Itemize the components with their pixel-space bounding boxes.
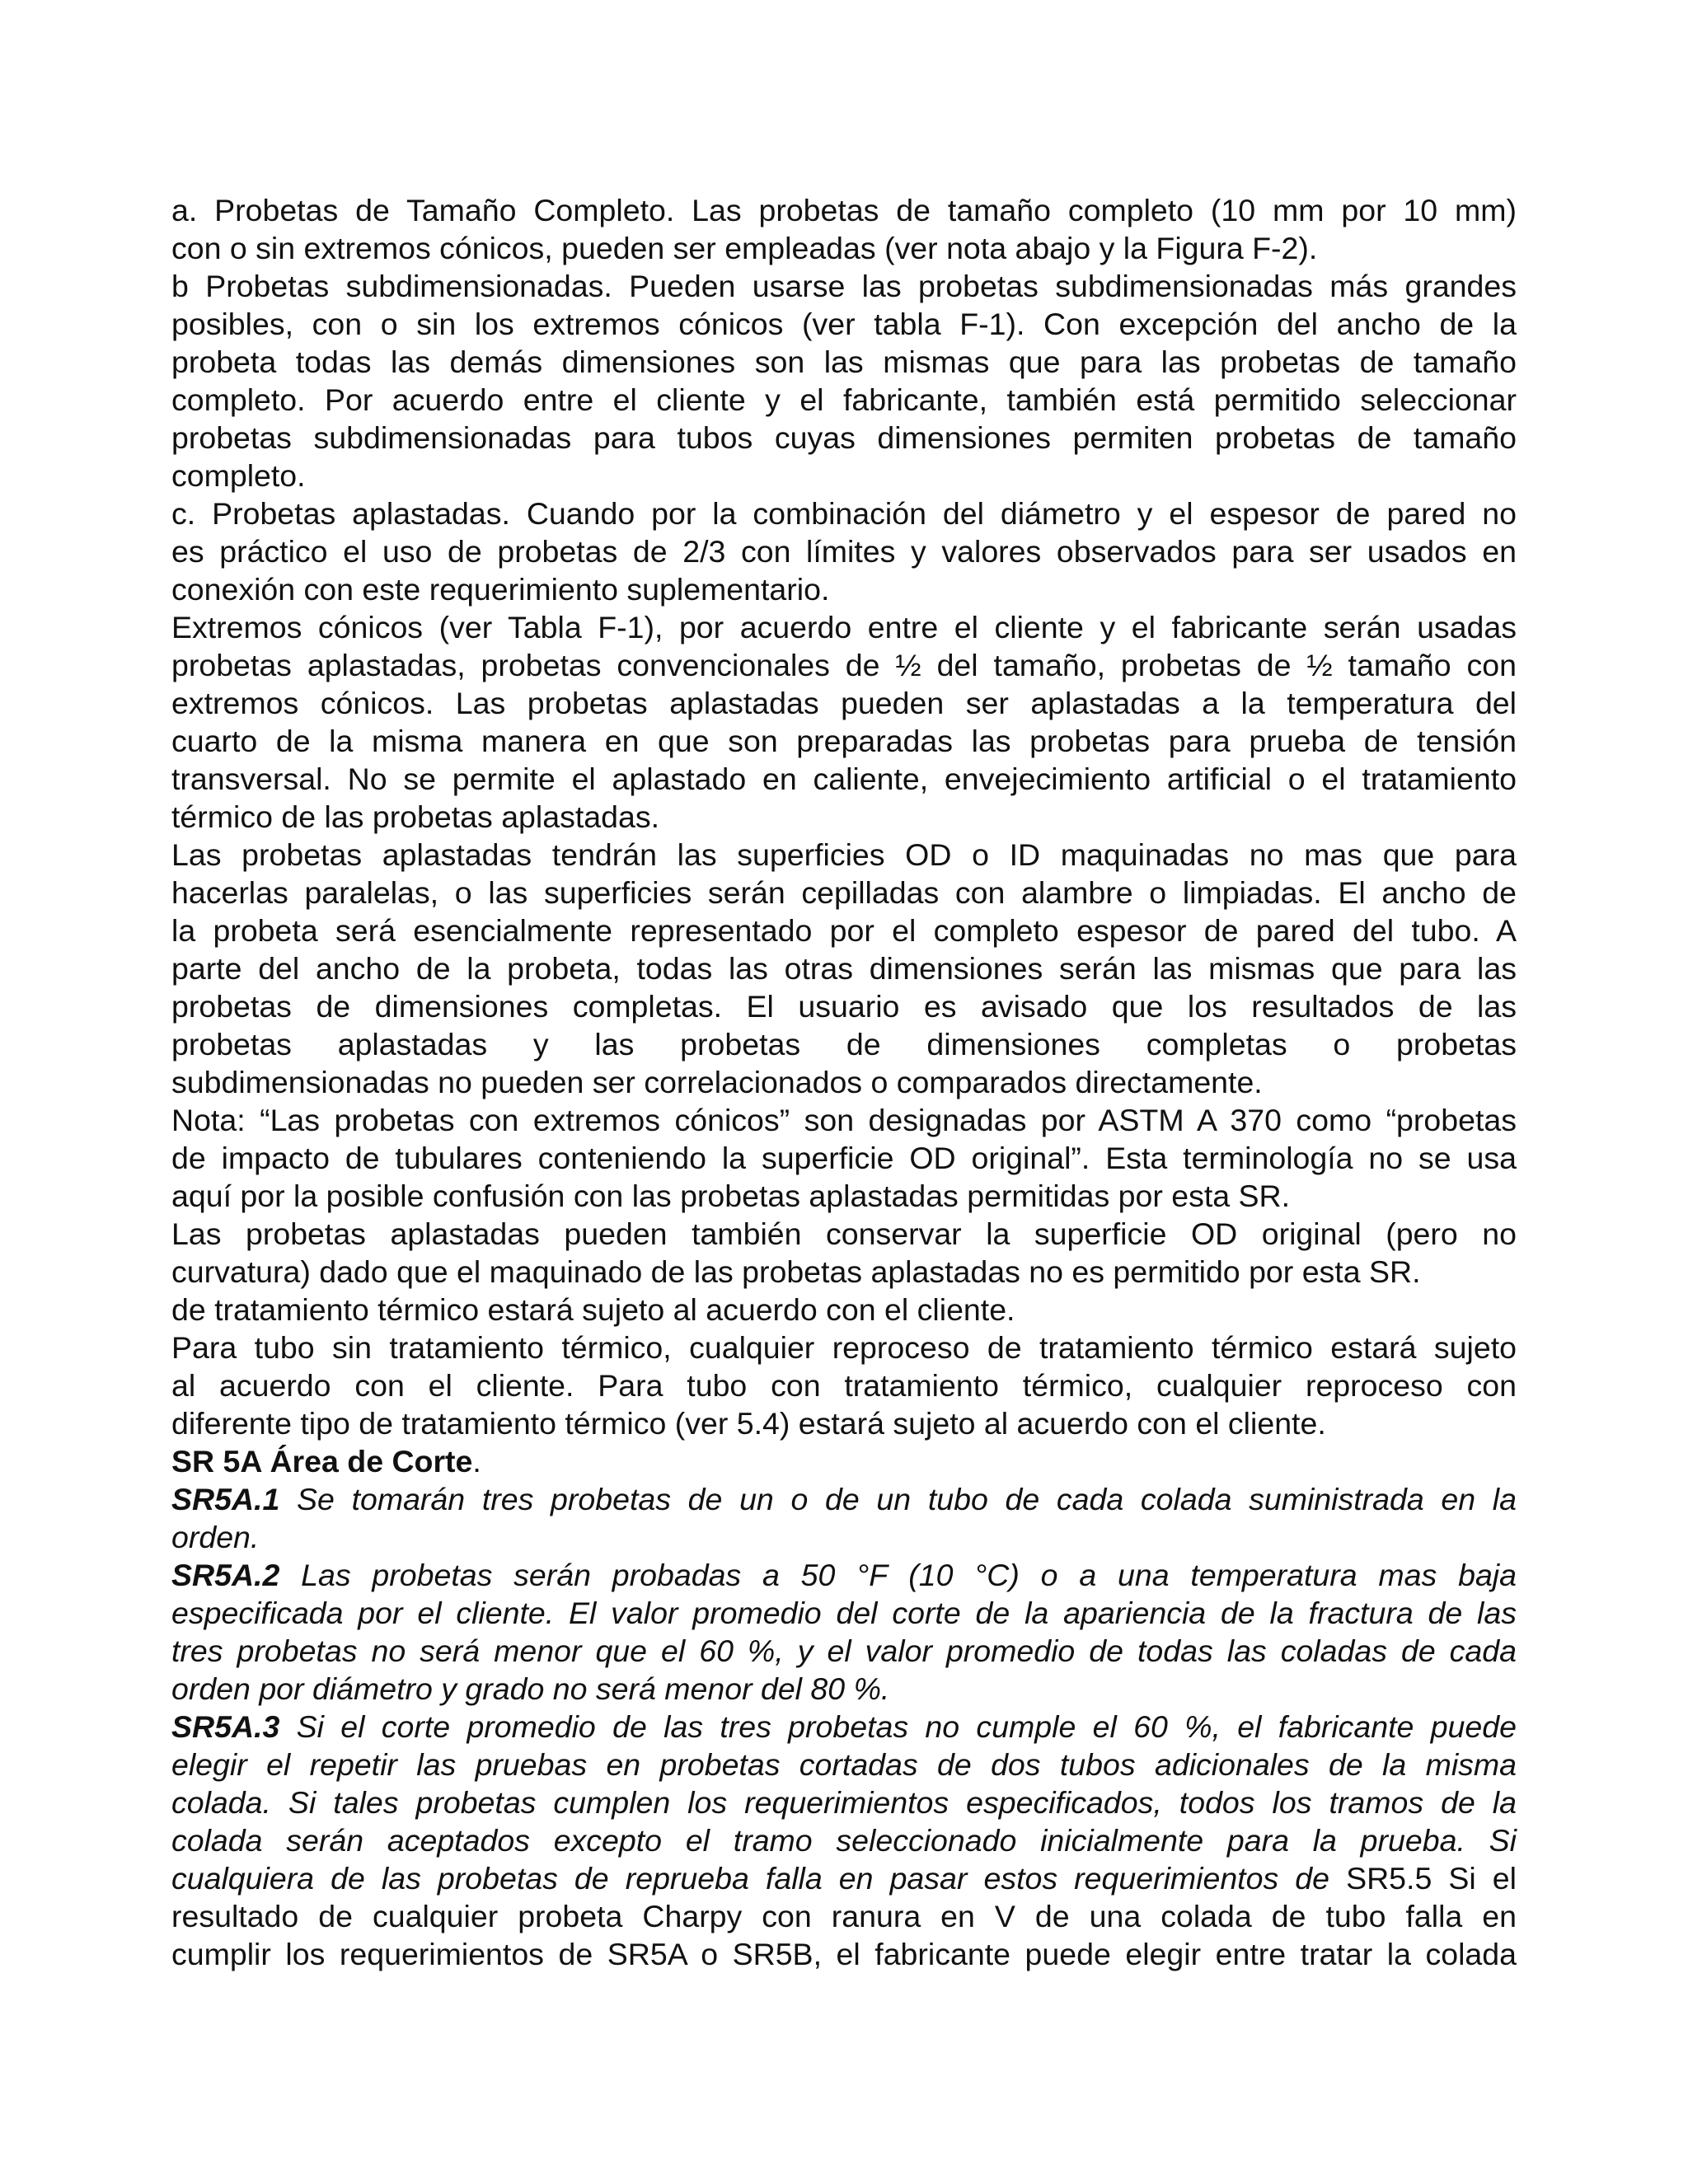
text-line: de tratamiento térmico estará sujeto al acuerdo con el cliente. [171, 1292, 1015, 1327]
text-line: completo. Por acuerdo entre el cliente y el fabricante, también está permitido seleccionar [171, 382, 1517, 417]
text-line: térmico de las probetas aplastadas. [171, 799, 659, 834]
sr5a2-line-3: tres probetas no será menor que el 60 %, y el valor promedio de todas las coladas de cada [171, 1633, 1517, 1668]
text-line: conexión con este requerimiento suplementario. [171, 572, 830, 607]
text-line: es práctico el uso de probetas de 2/3 con límites y valores observados para ser usados en [171, 534, 1517, 569]
sr5a1-line-2: orden. [171, 1520, 260, 1554]
text-line: transversal. No se permite el aplastado en caliente, envejecimiento artificial o el tratamiento [171, 762, 1517, 796]
section-heading [171, 1442, 1517, 1480]
sr5a2-line-1 [171, 1556, 1517, 1594]
heading-text: SR 5A Área de Corte [171, 1444, 473, 1479]
sr5a3-label: SR5A.3 [171, 1709, 280, 1744]
text-line: cuarto de la misma manera en que son preparadas las probetas para prueba de tensión [171, 724, 1517, 758]
text-line: curvatura) dado que el maquinado de las probetas aplastadas no es permitido por esta SR. [171, 1254, 1421, 1289]
tail-line-2: cumplir los requerimientos de SR5A o SR5B, el fabricante puede elegir entre tratar la colada [171, 1937, 1517, 1971]
sr5a1-text-1: Se tomarán tres probetas de un o de un tubo de cada colada suministrada en la [279, 1482, 1517, 1516]
text-line: hacerlas paralelas, o las superficies serán cepilladas con alambre o limpiadas. El ancho de [171, 875, 1517, 910]
text-line: de impacto de tubulares conteniendo la superficie OD original”. Esta terminología no se usa [171, 1141, 1517, 1175]
sr5a3-line-2: elegir el repetir las pruebas en probetas cortadas de dos tubos adicionales de la misma [171, 1747, 1517, 1782]
sr5a1-line-1 [171, 1480, 1517, 1518]
text-line: posibles, con o sin los extremos cónicos (ver tabla F-1). Con excepción del ancho de la [171, 307, 1517, 341]
text-line: con o sin extremos cónicos, pueden ser empleadas (ver nota abajo y la Figura F-2). [171, 231, 1318, 265]
sr5a3-line-4: colada serán aceptados excepto el tramo seleccionado inicialmente para la prueba. Si [171, 1823, 1517, 1858]
sr5a2-label: SR5A.2 [171, 1558, 280, 1592]
text-line: probetas de dimensiones completas. El usuario es avisado que los resultados de las [171, 989, 1517, 1024]
sr5a3-line-5 [171, 1859, 1517, 1897]
text-line: aquí por la posible confusión con las probetas aplastadas permitidas por esta SR. [171, 1179, 1291, 1213]
text-line: Las probetas aplastadas tendrán las superficies OD o ID maquinadas no mas que para [171, 837, 1517, 872]
text-line: subdimensionadas no pueden ser correlacionados o comparados directamente. [171, 1065, 1263, 1099]
text-line: extremos cónicos. Las probetas aplastadas pueden ser aplastadas a la temperatura del [171, 686, 1517, 720]
sr5a2-text-1: Las probetas serán probadas a 50 °F (10 °C) o a una temperatura mas baja [279, 1558, 1517, 1592]
sr5a3-line-3: colada. Si tales probetas cumplen los requerimientos especificados, todos los tramos de la [171, 1785, 1517, 1820]
text-line: a. Probetas de Tamaño Completo. Las probetas de tamaño completo (10 mm por 10 mm) [171, 193, 1517, 227]
text-line: probetas subdimensionadas para tubos cuyas dimensiones permiten probetas de tamaño [171, 420, 1517, 455]
sr5a3-line-1 [171, 1708, 1517, 1746]
body-paragraphs [171, 191, 1517, 1442]
text-line: la probeta será esencialmente representado por el completo espesor de pared del tubo. A [171, 913, 1517, 948]
text-line: b Probetas subdimensionadas. Pueden usarse las probetas subdimensionadas más grandes [171, 269, 1517, 303]
text-line: parte del ancho de la probeta, todas las otras dimensiones serán las mismas que para las [171, 951, 1517, 986]
heading-period: . [472, 1444, 481, 1479]
text-line: probeta todas las demás dimensiones son las mismas que para las probetas de tamaño [171, 344, 1517, 379]
sr5a1-label: SR5A.1 [171, 1482, 280, 1516]
text-line: al acuerdo con el cliente. Para tubo con tratamiento térmico, cualquier reproceso con [171, 1368, 1517, 1403]
text-line: Extremos cónicos (ver Tabla F-1), por acuerdo entre el cliente y el fabricante serán usadas [171, 610, 1517, 644]
text-line: c. Probetas aplastadas. Cuando por la combinación del diámetro y el espesor de pared no [171, 496, 1517, 531]
sr5a2-line-2: especificada por el cliente. El valor promedio del corte de la apariencia de la fractura de las [171, 1596, 1517, 1630]
text-line: probetas aplastadas y las probetas de dimensiones completas o probetas [171, 1027, 1517, 1062]
sr5a3-text-1: Si el corte promedio de las tres probetas no cumple el 60 %, el fabricante puede [279, 1709, 1517, 1744]
text-line: Las probetas aplastadas pueden también conservar la superficie OD original (pero no [171, 1216, 1517, 1251]
text-line: Nota: “Las probetas con extremos cónicos” son designadas por ASTM A 370 como “probetas [171, 1103, 1517, 1137]
text-line: Para tubo sin tratamiento térmico, cualquier reproceso de tratamiento térmico estará sujeto [171, 1330, 1517, 1365]
tail-line-1: resultado de cualquier probeta Charpy con ranura en V de una colada de tubo falla en [171, 1899, 1517, 1933]
document-page [171, 191, 1517, 1973]
text-line: diferente tipo de tratamiento térmico (ver 5.4) estará sujeto al acuerdo con el cliente. [171, 1406, 1326, 1441]
text-line: probetas aplastadas, probetas convencionales de ½ del tamaño, probetas de ½ tamaño con [171, 648, 1517, 682]
sr5a3-text-5-normal: SR5.5 Si el [1346, 1861, 1517, 1896]
sr5a2-line-4: orden por diámetro y grado no será menor del 80 %. [171, 1671, 890, 1706]
sr5a3-text-5-italic: cualquiera de las probetas de reprueba falla en pasar estos requerimientos de [171, 1861, 1347, 1896]
text-line: completo. [171, 458, 306, 493]
